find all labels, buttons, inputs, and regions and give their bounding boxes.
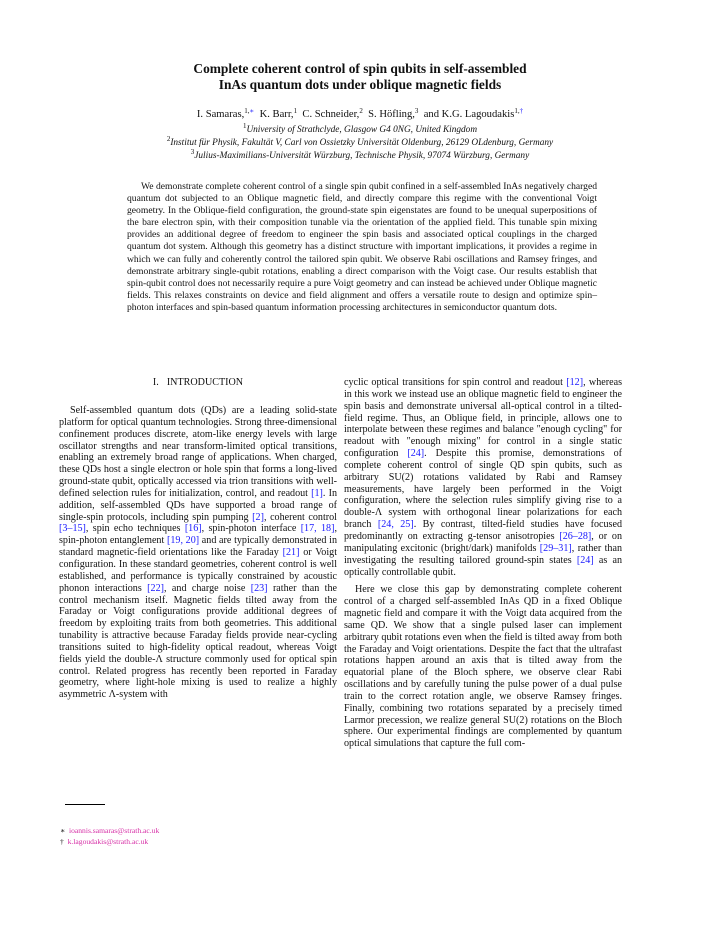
citation-link[interactable]: [29–31] [539,542,572,554]
affiliation: $^3$Julius-Maximilians-Universität Würzburg, Technische Physik, 97074 Würzburg, Germany [190,148,530,161]
paper-title [60,61,660,93]
text-run: as an optically controllable qubit. [344,554,623,578]
title-line-2: InAs quantum dots under oblique magnetic fields [218,77,502,92]
citation-link[interactable]: [16] [184,523,202,535]
body-paragraph: Here we close this gap by demonstrating complete coherent control of a charged self-assembled InAs QD in a fixed Oblique magnetic field and compare it with the Voigt data acquired from the same QD. We show that a single pulsed laser can implement arbitrary qubit rotations even when the field is tilted away from both the Faraday and Voigt orientations. Despite the fact that the ultrafast rotations happen around an axis that is tilted away from the equatorial plane of the Bloch sphere, we observe clear Rabi oscillations and by carefully tuning the pulse power of a dual pulse train to the correct rotation angle, we observe Ramsey fringes. Finally, combining two rotations separated by a precisely timed Larmor precession, we realize general SU(2) rotations on the Bloch sphere. Our experimental findings are complemented by quantum optical simulations that capture the full com- [344,584,622,750]
author: K. Barr,$^1$ [259,107,298,120]
text-run: and are typically demonstrated in standard magnetic-field orientations like the Faraday [59,535,337,559]
citation-link[interactable]: [19, 20] [166,535,200,547]
abstract: We demonstrate complete coherent control of a single spin qubit confined in a self-assembled InAs negatively charged quantum dot subjected to an Oblique magnetic field, and directly compare this regime with the conventional Voigt geometry. In the Oblique-field configuration, the ground-state spin eigenstates are found to be unequal superpositions of the bare electron spin, with their composition tunable via the orientation of the applied field. This tunable spin mixing provides an additional degree of freedom to engineer the spin basis and associated optical couplings in the charged quantum dot system. Although this geometry has a distinct structure with important implications, it provides a regime in which we can fully and coherently control the tailored spin qubit. We observe Rabi oscillations and Ramsey fringes, and demonstrate arbitrary single-qubit rotations, enabling a direct comparison with the Voigt case. Our results establish that spin-qubit control does not necessarily require a pure Voigt geometry and can instead be achieved under Oblique magnetic fields. This relaxes constraints on device and field alignment and offers a versatile route to design and optimize spin–photon interfaces and spin-based quantum information processing architectures in semiconductor quantum dots. [127,181,597,313]
text-run: rather than the control mechanism itself. Magnetic fields tilted away from the Faraday or Voigt configurations provide additional degrees of freedom by exploiting traits from both geometries. This additional tunability is attractive because Faraday fields provide near-cycling transitions suited to high-fidelity optical readout, whereas Voigt fields yield the double-Λ structure commonly used for optical spin control. Related progress has recently been reported in Faraday geometry, where light-hole mixing is used to realize a highly asymmetric Λ-system with [59,582,337,701]
author: I. Samaras,$^{1,∗}$ [196,107,255,120]
text-run: , and charge noise [164,582,251,594]
author: S. Höfling,$^3$ [368,107,419,120]
text-run: , coherent control [263,511,337,523]
author-list [60,108,660,121]
citation-link[interactable]: [1] [311,487,323,499]
text-run: . By contrast, tilted-field studies have focused predominantly on extracting g-tensor anisotropies [344,519,622,542]
email-link[interactable]: k.lagoudakis@strath.ac.uk [67,837,149,846]
citation-link[interactable]: [24] [576,554,594,566]
affiliation: $^2$Institut für Physik, Fakultät V, Carl von Ossietzky Universität Oldenburg, 26129 OLdenburg, Germany [166,135,554,148]
citation-link[interactable]: [2] [252,511,264,523]
text-run: Self-assembled quantum dots (QDs) are a leading solid-state platform for optical quantum technologies. Strong three-dimensional confinement produces discrete, atom-like energy levels with large oscillator strengths and near transform-limited optical transitions, enabling an extremely broad range of applications. When charged, these QDs host a single electron or hole spin that forms a long-lived ground-state qubit, optically accessed via trion transitions with well-defined selection rules for initialization, control, and readout [59,405,337,499]
citation-link[interactable]: [22] [147,582,164,594]
section-heading: I. INTRODUCTION [152,377,244,388]
text-run: , or on manipulating excitonic (bright/dark) manifolds [344,530,622,554]
left-column [59,377,337,701]
footnote-link[interactable]: ∗ [249,107,255,115]
author: and K.G. Lagoudakis$^{1,\dagger}$ [423,107,524,120]
text-run: cyclic optical transitions for spin control and readout [344,377,567,388]
title-line-1: Complete coherent control of spin qubits in self-assembled [193,61,527,76]
text-run: . In addition, self-assembled QDs have supported a broad range of single-spin protocols, including spin pumping [59,487,337,523]
citation-link[interactable]: [24] [407,448,425,460]
footnote: † k.lagoudakis@strath.ac.uk [60,837,149,846]
text-run: , rather than investigating the resulting tailored ground-spin states [344,542,622,566]
citation-link[interactable]: [3–15] [59,523,86,535]
text-run: , whereas in this work we instead use an oblique magnetic field to engineer the spin basis and demonstrate universal all-optical control in a tilted-field regime. Thus, an Oblique field, in principle, allows one to interpolate between these regimes and balance "enough cycling" for readout with "enough mixing" for control in a single static configuration [344,377,622,460]
right-column [344,377,622,750]
footnote: ∗ ioannis.samaras@strath.ac.uk [60,826,160,835]
citation-link[interactable]: [17, 18] [300,523,335,535]
affiliation: $^1$University of Strathclyde, Glasgow G4 0NG, United Kingdom [242,122,478,135]
footnote-link[interactable]: † [519,107,524,115]
citation-link[interactable]: [26–28] [559,530,592,542]
citation-link[interactable]: [24, 25] [377,519,414,531]
citation-link[interactable]: [12] [566,377,584,388]
text-run: , spin echo techniques [85,523,185,535]
text-run: , spin-photon entanglement [59,523,337,547]
text-run: . Despite this promise, demonstrations of complete coherent control of single QD spin qubits, such as arbitrary SU(2) rotations validated by Rabi and Ramsey measurements, have largely been performed in the Voigt configuration, where the selection rules simplify giving rise to a double-Λ system with orthogonal linear polarizations for each branch [344,448,623,531]
author: C. Schneider,$^2$ [302,107,363,120]
text-run: or Voigt configuration. In these standard geometries, coherent control is well established, and performance is typically constrained by acoustic phonon interactions [59,547,337,594]
text-run: , spin-photon interface [201,523,301,535]
citation-link[interactable]: [23] [250,582,268,594]
body-paragraph [344,377,622,578]
body-paragraph [59,405,337,701]
citation-link[interactable]: [21] [282,547,300,559]
email-link[interactable]: ioannis.samaras@strath.ac.uk [68,826,160,835]
footnote-rule [65,804,105,805]
